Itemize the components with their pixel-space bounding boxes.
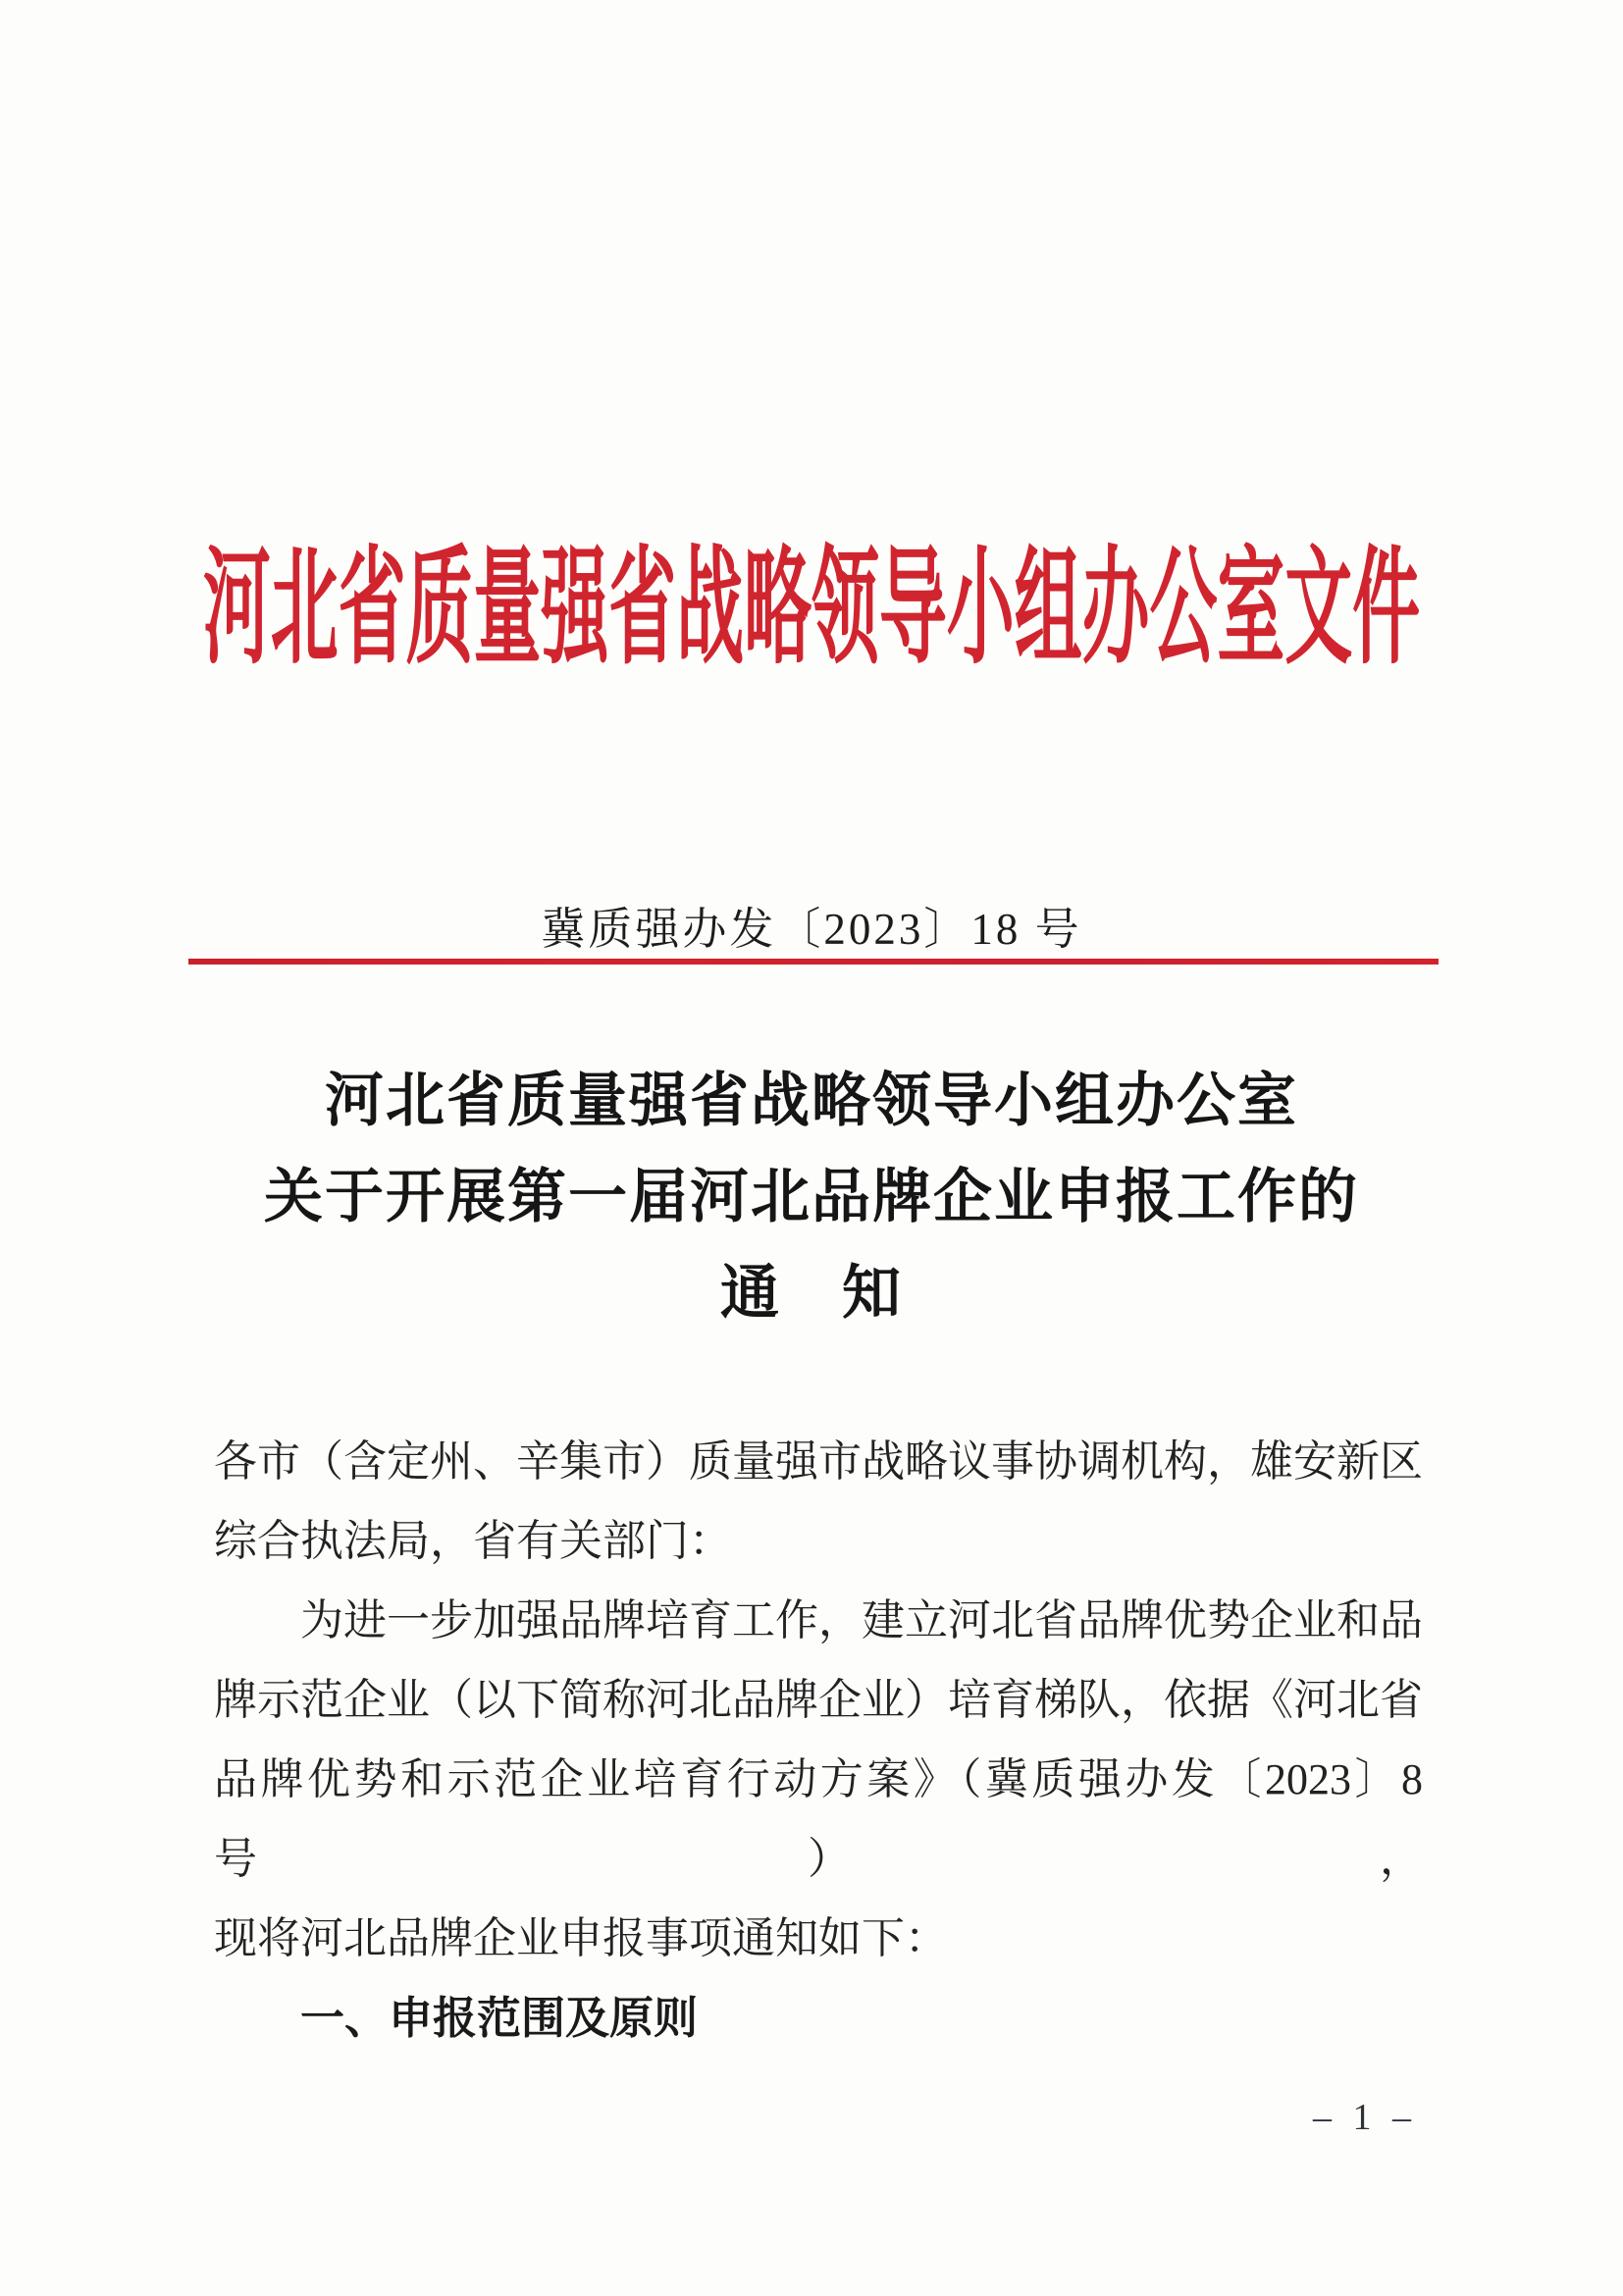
red-letterhead-title: 河北省质量强省战略领导小组办公室文件 (202, 539, 1421, 680)
notice-title-line2: 关于开展第一届河北品牌企业申报工作的 (264, 1165, 1359, 1229)
page-number: – 1 – (1313, 2097, 1417, 2138)
notice-title-line3: 通 知 (720, 1261, 903, 1326)
section-heading: 一、申报范围及原则 (300, 1993, 699, 2043)
body-line-paragraph-1: 为进一步加强品牌培育工作，建立河北省品牌优势企业和品 (300, 1596, 1423, 1644)
body-line-salutation-1: 各市（含定州、辛集市）质量强市战略议事协调机构，雄安新区 (214, 1437, 1423, 1486)
red-divider-line (188, 959, 1439, 965)
notice-title (0, 1053, 1623, 1341)
notice-title-line1: 河北省质量强省战略领导小组办公室 (325, 1069, 1298, 1133)
body-line-paragraph-4: 现将河北品牌企业申报事项通知如下： (214, 1914, 948, 1962)
document-number: 冀质强办发〔2023〕18 号 (541, 905, 1082, 954)
body-line-paragraph-2: 牌示范企业（以下简称河北品牌企业）培育梯队，依据《河北省 (214, 1676, 1423, 1724)
document-body (214, 1422, 1423, 2058)
body-line-paragraph-3: 品牌优势和示范企业培育行动方案》（冀质强办发〔2023〕8 号）， (214, 1755, 1423, 1883)
body-line-salutation-2: 综合执法局，省有关部门： (214, 1517, 732, 1565)
